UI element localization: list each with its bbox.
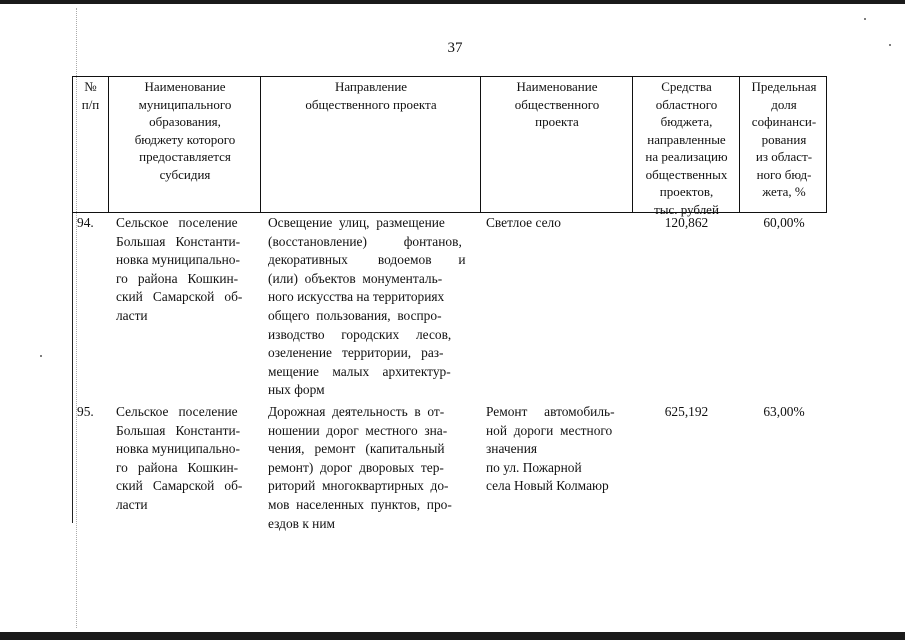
column-divider bbox=[739, 76, 740, 213]
row-share: 63,00% bbox=[763, 404, 805, 419]
header-cell-project: Наименование общественного проекта bbox=[514, 79, 600, 129]
column-divider bbox=[108, 76, 109, 213]
row-number: 94. bbox=[77, 215, 94, 230]
row-direction: Освещение улиц, размещение (восстановление) фонтанов, декоративных водоемов и (или) объектов монументаль- ного искусства на территориях общего пользования, воспро- изводство городских лесов, озеленение территории, раз- мещение малых архитектур- ных форм bbox=[268, 215, 466, 398]
row-project: Светлое село bbox=[486, 215, 561, 230]
column-divider bbox=[632, 76, 633, 213]
row-share: 60,00% bbox=[763, 215, 805, 230]
header-cell-number: № п/п bbox=[81, 79, 100, 112]
column-divider bbox=[480, 76, 481, 213]
header-cell-share: Предельная доля софинанси- рования из област- ного бюд- жета, % bbox=[751, 79, 817, 199]
row-direction: Дорожная деятельность в от- ношении дорог местного зна- чения, ремонт (капитальный ремонт) дорог дворовых тер- риторий многоквартирных до- мов населенных пунктов, про- ездов к ним bbox=[268, 404, 452, 531]
row-funds: 120,862 bbox=[664, 215, 709, 230]
header-cell-funds: Средства областного бюджета, направленные на реализацию общественных проектов, тыс. рублей bbox=[645, 79, 728, 217]
header-cell-municipality: Наименование муниципального образования, бюджету которого предоставляется субсидия bbox=[134, 79, 236, 182]
scan-speck bbox=[889, 44, 891, 46]
scan-edge-bottom bbox=[0, 632, 905, 640]
scan-speck bbox=[864, 18, 866, 20]
row-project: Ремонт автомобиль- ной дороги местного значения по ул. Пожарной села Новый Колмаюр bbox=[486, 404, 615, 494]
table-left-border bbox=[72, 213, 73, 523]
row-municipality: Сельское поселение Большая Константи- новка муниципально- го района Кошкин- ский Самарской об- ласти bbox=[116, 215, 243, 323]
row-funds: 625,192 bbox=[664, 404, 709, 419]
scan-edge-top bbox=[0, 0, 905, 4]
row-number: 95. bbox=[77, 404, 94, 419]
header-cell-direction: Направление общественного проекта bbox=[305, 79, 437, 112]
row-municipality: Сельское поселение Большая Константи- новка муниципально- го района Кошкин- ский Самарской об- ласти bbox=[116, 404, 243, 512]
column-divider bbox=[260, 76, 261, 213]
page-number: 37 bbox=[447, 40, 463, 56]
scan-speck bbox=[40, 355, 42, 357]
